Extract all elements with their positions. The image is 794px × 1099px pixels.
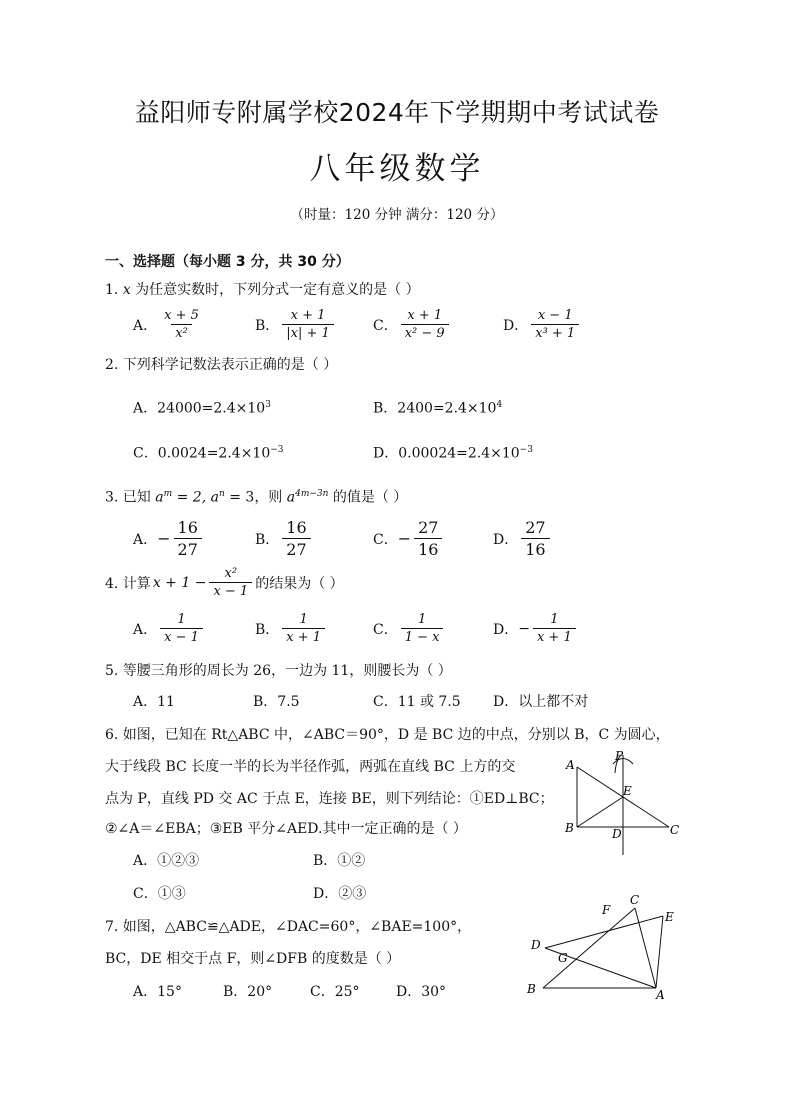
label-g: G [558,951,568,965]
q5-option-b[interactable]: B．7.5 [253,694,300,710]
question-6-line-2: 大于线段 BC 长度一半的长为半径作弧，两弧在直线 BC 上方的交 [105,759,516,775]
segment-ca [635,908,656,988]
q7-option-a[interactable]: A．15° [133,984,182,1000]
q6-option-c[interactable]: C．①③ [133,886,186,902]
q1-option-a[interactable]: A． $\frac{x + 5}{\text{x²}}$ [133,308,199,341]
label-a: A [566,758,575,772]
q3-option-a[interactable]: A． − $\frac{16}{27}$ [133,518,205,559]
question-6-line-4: ②∠A＝∠EBA；③EB 平分∠AED.其中一定正确的是（ ） [105,821,467,837]
q3-option-d[interactable]: D． $\frac{27}{16}$ [493,518,553,559]
q7-option-d[interactable]: D．30° [396,984,447,1000]
q1-option-c[interactable]: C． $\frac{x + 1}{\text{x² − 9}}$ [373,308,452,341]
label-d: D [531,938,541,952]
q2-option-c[interactable]: C．$0.0024=2.4\times 10^{-3}$ [133,445,284,462]
question-7-line-2: BC，DE 相交于点 F，则∠DFB 的度数是（ ） [105,951,401,967]
label-p: P [615,749,624,763]
segment-bc [543,908,635,988]
q7-option-b[interactable]: B．20° [223,984,273,1000]
label-c: C [670,823,680,837]
q6-option-a[interactable]: A．①②③ [133,853,200,869]
question-6-line-3: 点为 P，直线 PD 交 AC 于点 E，连接 BE，则下列结论：①ED⊥BC； [105,791,554,807]
label-b: B [527,982,536,996]
exam-time-info: （时量：120 分钟 满分：120 分） [290,207,504,223]
label-f: F [602,903,611,917]
segment-be [577,797,623,827]
q5-option-a[interactable]: A．11 [133,694,175,710]
question-3-stem: 3. 已知 $a^m = 2$, $a^n = 3$，则 $a^{4m-3n}$ 的值是（ ） [105,489,408,506]
q6-option-b[interactable]: B．①② [313,853,366,869]
q5-option-c[interactable]: C．11 或 7.5 [373,694,461,710]
q4-option-b[interactable]: B． $\frac{1}{x + 1}$ [255,612,328,645]
q7-geometry-figure [525,893,685,1005]
exam-school-title: 益阳师专附属学校2024年下学期期中考试试卷 [134,98,660,127]
q7-option-c[interactable]: C．25° [310,984,360,1000]
segment-de [545,916,663,948]
label-d: D [612,827,622,841]
question-1-stem: 1. x 为任意实数时，下列分式一定有意义的是（ ） [105,282,420,298]
exam-subject-title: 八年级数学 [309,151,485,187]
q4-option-d[interactable]: D． − $\frac{1}{x + 1}$ [493,612,579,645]
label-e: E [623,784,632,798]
q3-option-c[interactable]: C． − $\frac{27}{16}$ [373,518,445,559]
q1-option-d[interactable]: D． $\frac{x - 1}{\text{x³ + 1}}$ [503,308,582,341]
label-a: A [656,988,665,1002]
question-7-line-1: 7. 如图，△ABC≌△ADE，∠DAC=60°，∠BAE=100°， [105,919,472,935]
label-b: B [565,821,574,835]
label-e: E [665,910,674,924]
q6-option-d[interactable]: D．②③ [313,886,367,902]
q2-option-b[interactable]: B．$2400=2.4\times 10^4$ [373,400,503,417]
question-2-stem: 2. 下列科学记数法表示正确的是（ ） [105,357,338,373]
q5-option-d[interactable]: D．以上都不对 [493,694,589,710]
segment-ea [656,916,663,988]
question-5-stem: 5. 等腰三角形的周长为 26，一边为 11，则腰长为（ ） [105,663,452,679]
q4-option-c[interactable]: C． $\frac{1}{1 - x}$ [373,612,446,645]
question-4-stem: 4. 计算 x + 1 − $\frac{\text{x²}}{x - 1}$ 的结果为（ ） [105,566,344,599]
q2-option-d[interactable]: D．$0.00024=2.4\times 10^{-3}$ [373,445,533,462]
q2-option-a[interactable]: A．$24000=2.4\times 10^3$ [133,400,271,417]
q3-option-b[interactable]: B． $\frac{16}{27}$ [255,518,314,559]
q1-option-b[interactable]: B． $\frac{x + 1}{|x| + 1}$ [255,308,337,341]
question-6-line-1: 6. 如图，已知在 Rt△ABC 中，∠ABC＝90°，D 是 BC 边的中点，分别以 B，C 为圆心， [105,727,670,743]
q6-geometry-figure [555,745,690,857]
section-title: 一、选择题（每小题 3 分，共 30 分） [105,254,350,270]
label-c: C [630,893,640,907]
q4-option-a[interactable]: A． $\frac{1}{x - 1}$ [133,612,206,645]
